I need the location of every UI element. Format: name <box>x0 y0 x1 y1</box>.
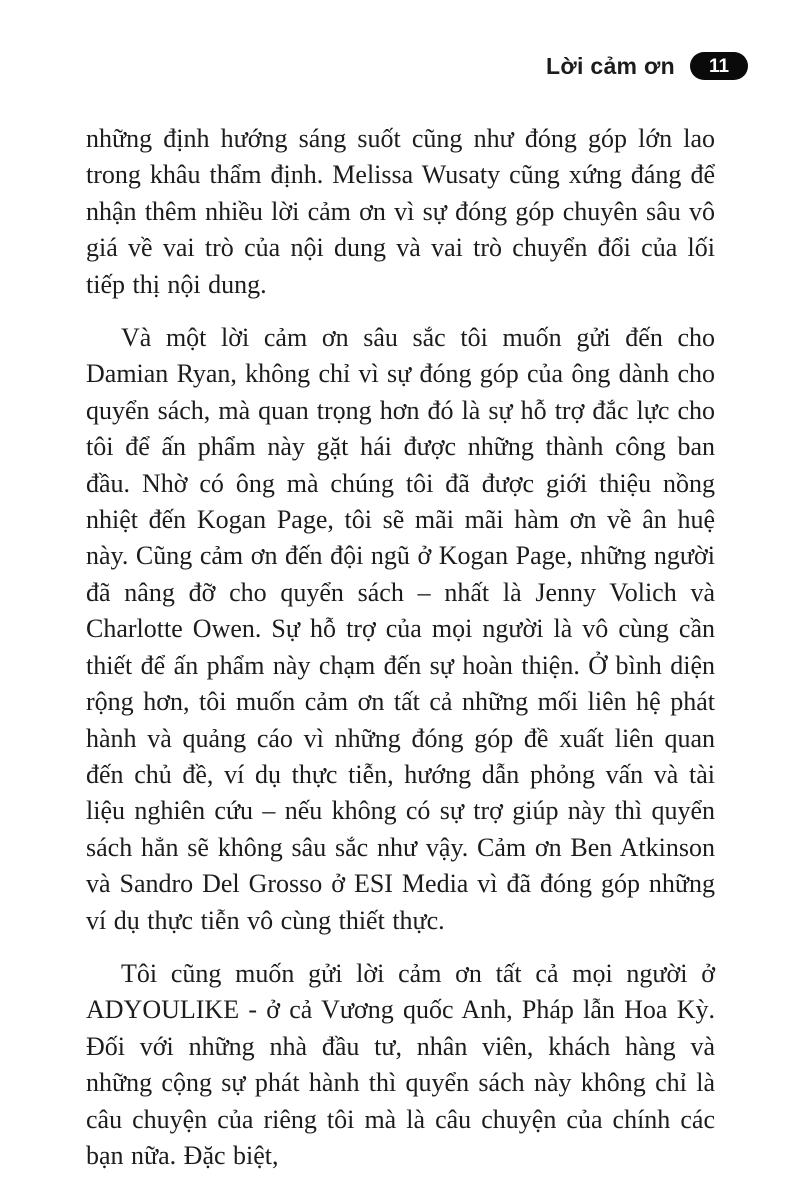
page-number-badge: 11 <box>690 52 748 80</box>
body-paragraph: Và một lời cảm ơn sâu sắc tôi muốn gửi đến cho Damian Ryan, không chỉ vì sự đóng góp của ông dành cho quyển sách, mà quan trọng hơn đó là sự hỗ trợ đắc lực cho tôi để ấn phẩm này gặt hái được những thành công ban đầu. Nhờ có ông mà chúng tôi đã được giới thiệu nồng nhiệt đến Kogan Page, tôi sẽ mãi mãi hàm ơn về ân huệ này. Cũng cảm ơn đến đội ngũ ở Kogan Page, những người đã nâng đỡ cho quyển sách – nhất là Jenny Volich và Charlotte Owen. Sự hỗ trợ của mọi người là vô cùng cần thiết để ấn phẩm này chạm đến sự hoàn thiện. Ở bình diện rộng hơn, tôi muốn cảm ơn tất cả những mối liên hệ phát hành và quảng cáo vì những đóng góp đề xuất liên quan đến chủ đề, ví dụ thực tiễn, hướng dẫn phỏng vấn và tài liệu nghiên cứu – nếu không có sự trợ giúp này thì quyển sách hẳn sẽ không sâu sắc như vậy. Cảm ơn Ben Atkinson và Sandro Del Grosso ở ESI Media vì đã đóng góp những ví dụ thực tiễn vô cùng thiết thực. <box>86 323 715 935</box>
body-paragraph: những định hướng sáng suốt cũng như đóng góp lớn lao trong khâu thẩm định. Melissa Wusaty cũng xứng đáng để nhận thêm nhiều lời cảm ơn vì sự đóng góp chuyên sâu vô giá về vai trò của nội dung và vai trò chuyển đổi của lối tiếp thị nội dung. <box>86 124 715 299</box>
page-header <box>546 52 748 80</box>
body-paragraph: Tôi cũng muốn gửi lời cảm ơn tất cả mọi người ở ADYOULIKE - ở cả Vương quốc Anh, Pháp lẫn Hoa Kỳ. Đối với những nhà đầu tư, nhân viên, khách hàng và những cộng sự phát hành thì quyển sách này không chỉ là câu chuyện của riêng tôi mà là câu chuyện của chính các bạn nữa. Đặc biệt, <box>86 958 715 1170</box>
page-body <box>86 121 715 1174</box>
section-title: Lời cảm ơn <box>545 52 675 79</box>
